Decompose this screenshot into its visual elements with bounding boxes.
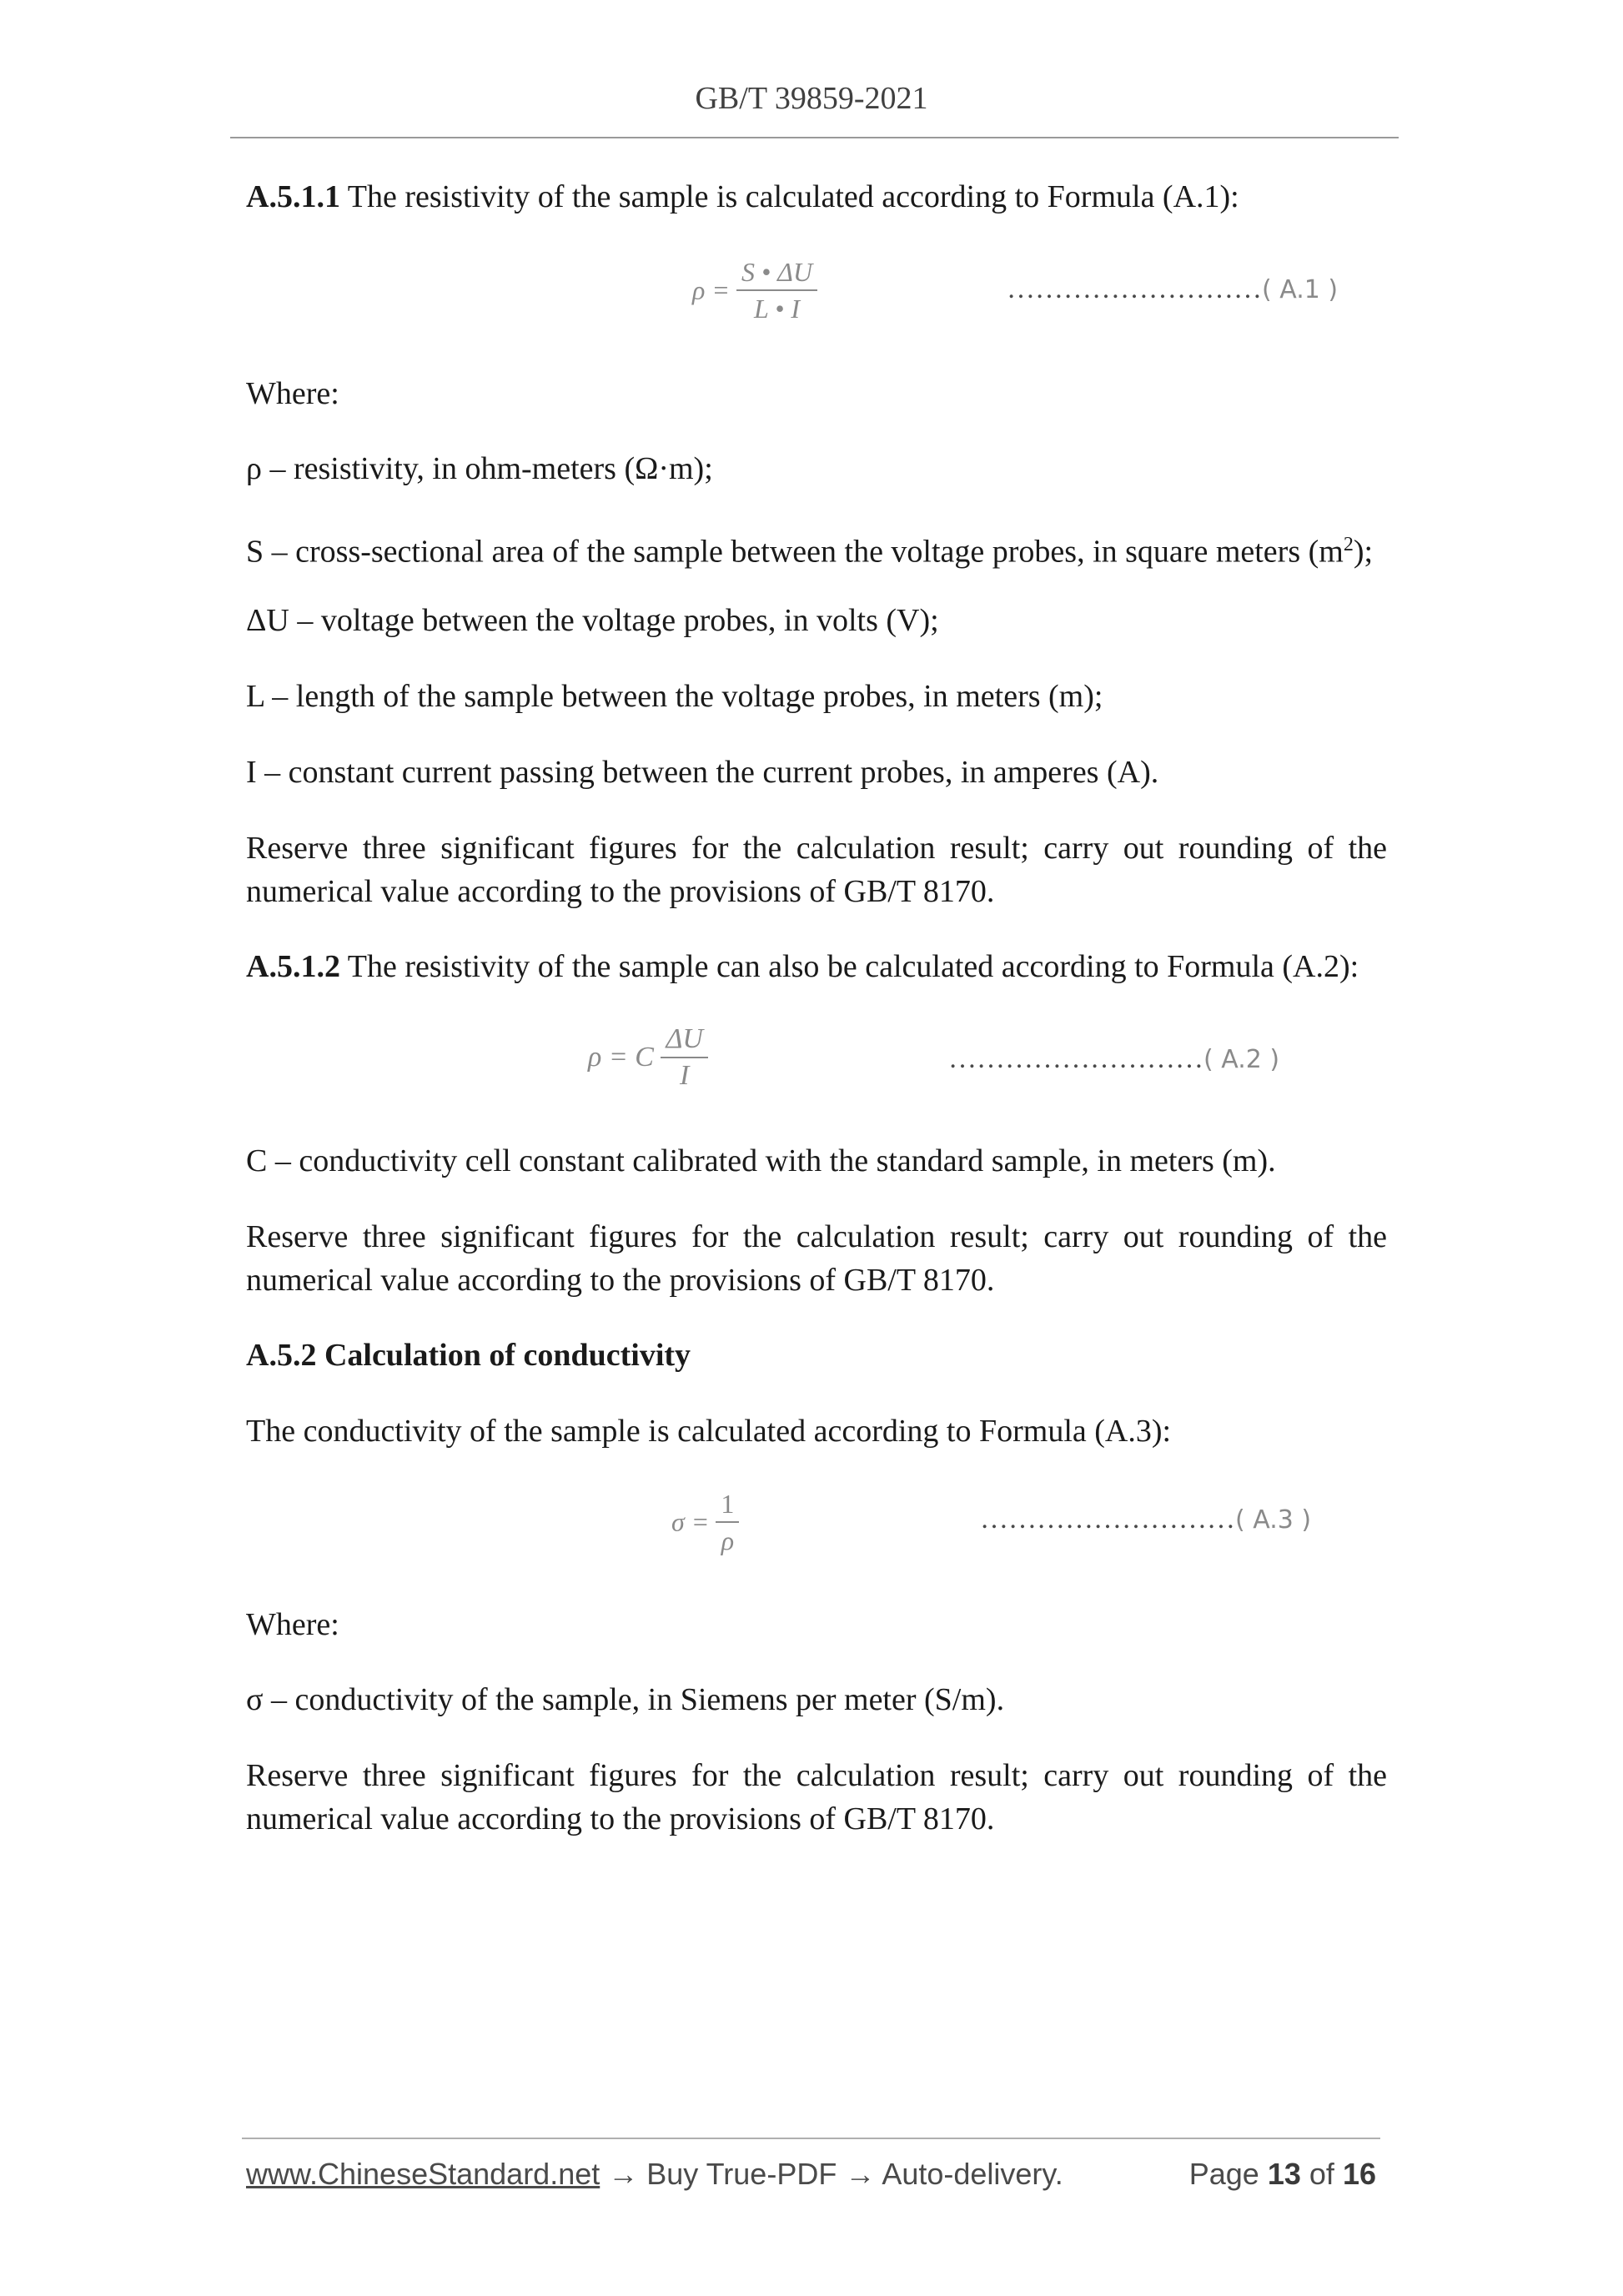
where-label: Where: bbox=[246, 376, 339, 411]
running-header: GB/T 39859-2021 bbox=[695, 81, 928, 116]
def-c: C – conductivity cell constant calibrated with the standard sample, in meters (m). bbox=[246, 1143, 1276, 1178]
def-i: I – constant current passing between the current probes, in amperes (A). bbox=[246, 755, 1159, 790]
formula-denominator: L • I bbox=[753, 294, 801, 324]
rounding-note-3: Reserve three significant figures for the calculation result; carry out rounding of the numerical value according to the provisions of GB/T 8170. bbox=[246, 1758, 1387, 1836]
equation-label: ( A.2 ) bbox=[1203, 1045, 1280, 1074]
equation-number-a3 bbox=[980, 1504, 1311, 1535]
formula-denominator: ρ bbox=[721, 1525, 735, 1555]
formula-fraction bbox=[716, 1486, 739, 1558]
def-s-superscript: 2 bbox=[1343, 534, 1354, 555]
page-current: 13 bbox=[1267, 2157, 1301, 2191]
leader-dots: ……………………… bbox=[948, 1043, 1203, 1074]
page-total: 16 bbox=[1342, 2157, 1376, 2191]
intro-a3: The conductivity of the sample is calculated according to Formula (A.3): bbox=[246, 1414, 1172, 1449]
formula-numerator: 1 bbox=[716, 1486, 739, 1523]
where-label-2: Where: bbox=[246, 1607, 339, 1642]
formula-numerator: ΔU bbox=[661, 1022, 708, 1058]
clause-number: A.5.1.2 bbox=[246, 949, 340, 984]
formula-a2 bbox=[588, 1022, 708, 1093]
leader-dots: ……………………… bbox=[1007, 274, 1262, 304]
page-word: Page bbox=[1188, 2157, 1259, 2191]
clause-a52-heading bbox=[246, 1334, 1387, 1377]
equation-label: ( A.3 ) bbox=[1235, 1505, 1312, 1535]
clause-text: The resistivity of the sample is calculated according to Formula (A.1): bbox=[339, 179, 1239, 214]
page-indicator bbox=[1189, 2157, 1376, 2192]
clause-text: The resistivity of the sample can also be calculated according to Formula (A.2): bbox=[339, 949, 1359, 984]
header-divider bbox=[230, 137, 1399, 138]
formula-a3 bbox=[671, 1486, 739, 1558]
equation-label: ( A.1 ) bbox=[1262, 275, 1339, 304]
clause-a512 bbox=[246, 945, 1387, 988]
clause-number: A.5.1.1 bbox=[246, 179, 340, 214]
leader-dots: ……………………… bbox=[980, 1504, 1235, 1535]
footer-divider bbox=[242, 2138, 1380, 2139]
of-word: of bbox=[1309, 2157, 1334, 2191]
def-rho: ρ – resistivity, in ohm-meters (Ω·m); bbox=[246, 451, 713, 486]
def-s-text: S – cross-sectional area of the sample between the voltage probes, in square meters (m bbox=[246, 534, 1344, 570]
def-s bbox=[246, 523, 1387, 574]
formula-fraction bbox=[736, 254, 817, 326]
site-link[interactable]: www.ChineseStandard.net bbox=[246, 2157, 600, 2191]
section-title: A.5.2 Calculation of conductivity bbox=[246, 1338, 691, 1373]
formula-lhs: σ = bbox=[671, 1506, 710, 1537]
def-l: L – length of the sample between the voltage probes, in meters (m); bbox=[246, 679, 1103, 714]
clause-a511 bbox=[246, 175, 1387, 219]
def-sigma: σ – conductivity of the sample, in Siemens per meter (S/m). bbox=[246, 1682, 1005, 1717]
formula-a1 bbox=[692, 254, 817, 326]
rounding-note-1: Reserve three significant figures for the calculation result; carry out rounding of the numerical value according to the provisions of GB/T 8170. bbox=[246, 831, 1387, 909]
def-s-end: ); bbox=[1353, 534, 1374, 570]
formula-denominator: I bbox=[680, 1060, 690, 1091]
page-footer bbox=[246, 2157, 1380, 2198]
formula-lhs: ρ = C bbox=[588, 1042, 654, 1073]
equation-number-a2 bbox=[948, 1043, 1279, 1075]
formula-numerator: S • ΔU bbox=[736, 254, 817, 291]
def-delta-u: ΔU – voltage between the voltage probes, in volts (V); bbox=[246, 603, 939, 638]
rounding-note-2: Reserve three significant figures for the calculation result; carry out rounding of the numerical value according to the provisions of GB/T 8170. bbox=[246, 1219, 1387, 1298]
footer-promo bbox=[246, 2157, 1063, 2192]
formula-fraction bbox=[661, 1022, 708, 1093]
footer-promo-text: → Buy True-PDF → Auto-delivery. bbox=[600, 2157, 1063, 2191]
formula-lhs: ρ = bbox=[692, 274, 730, 305]
equation-number-a1 bbox=[1007, 274, 1338, 305]
